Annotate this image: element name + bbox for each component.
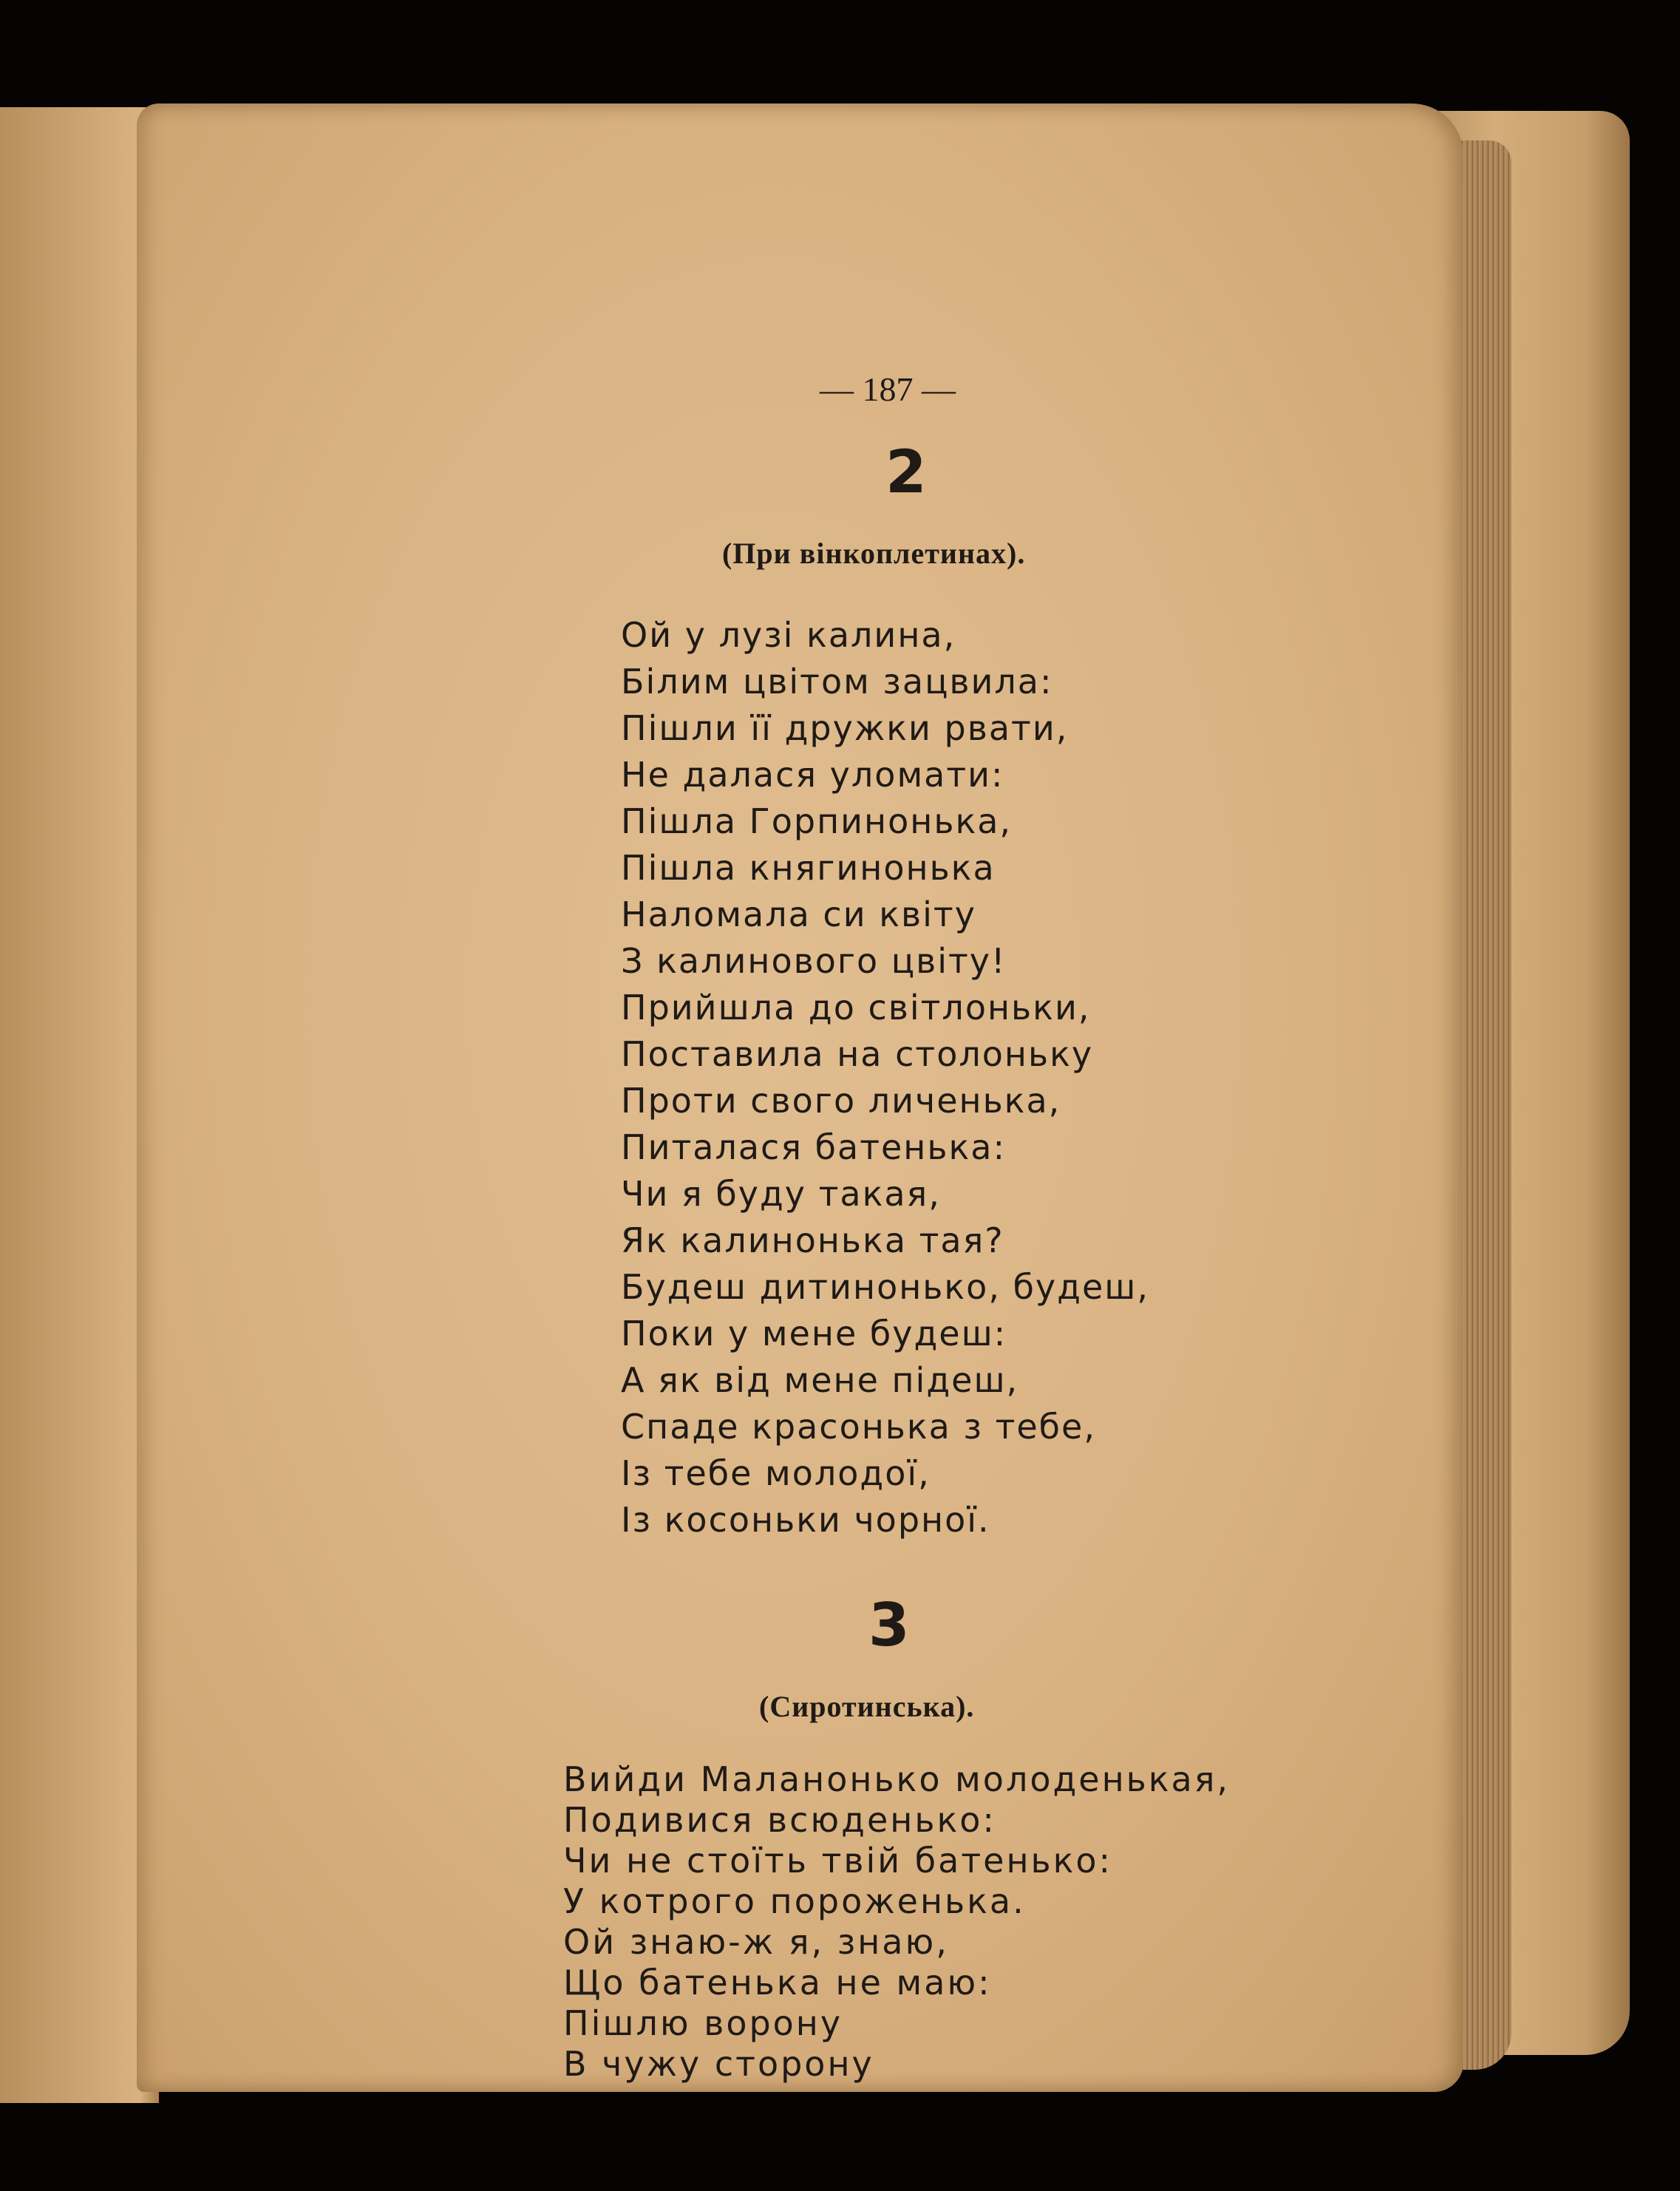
book-page xyxy=(137,103,1463,2092)
lyric-line: Наломала си квіту xyxy=(621,894,976,934)
lyric-line: Питалася батенька: xyxy=(621,1127,1006,1167)
lyric-line: Чи не стоїть твій батенько: xyxy=(563,1841,1113,1881)
lyric-line: Ой знаю-ж я, знаю, xyxy=(563,1922,949,1962)
lyric-line: Ой у лузі калина, xyxy=(621,615,956,655)
lyric-line: Із косоньки чорної. xyxy=(621,1500,990,1540)
lyric-line: Поставила на столоньку xyxy=(621,1034,1094,1074)
lyric-line: Пішлю ворону xyxy=(563,2003,843,2043)
lyric-line: Чи я буду такая, xyxy=(621,1174,941,1214)
left-page-edge xyxy=(0,107,159,2103)
lyric-line: Спаде красонька з тебе, xyxy=(621,1407,1096,1447)
lyric-line: Прийшла до світлоньки, xyxy=(621,988,1091,1027)
song-2-number: 2 xyxy=(885,438,927,506)
lyric-line: Будеш дитинонько, будеш, xyxy=(621,1267,1149,1307)
lyric-line: Подивися всюденько: xyxy=(563,1800,996,1840)
lyric-line: Як калинонька тая? xyxy=(621,1220,1004,1260)
lyric-line: Вийди Маланонько молоденькая, xyxy=(563,1759,1231,1799)
lyric-line: Поки у мене будеш: xyxy=(621,1314,1007,1353)
lyric-line: Пішла Горпинонька, xyxy=(621,801,1013,841)
page-number: — 187 — xyxy=(820,370,956,408)
song-2-subtitle: (При вінкоплетинах). xyxy=(722,537,1026,570)
lyric-line: Що батенька не маю: xyxy=(563,1963,992,2003)
lyric-line: Білим цвітом зацвила: xyxy=(621,662,1053,702)
song-3-subtitle: (Сиротинська). xyxy=(759,1690,975,1723)
song-3-number: 3 xyxy=(868,1591,910,1660)
lyric-line: Проти свого личенька, xyxy=(621,1081,1061,1121)
lyric-line: Пішли її дружки рвати, xyxy=(621,708,1069,748)
song-3-lyrics xyxy=(563,1759,1230,2085)
lyric-line: В чужу сторону xyxy=(563,2044,874,2084)
lyric-line: У котрого пороженька. xyxy=(563,1881,1026,1921)
lyric-line: З калинового цвіту! xyxy=(621,941,1007,981)
lyric-line: Не далася уломати: xyxy=(621,755,1004,795)
lyric-line: А як від мене підеш, xyxy=(621,1360,1019,1400)
lyric-line: Пішла княгинонька xyxy=(621,848,996,888)
song-2-lyrics xyxy=(621,612,1149,1543)
lyric-line: Із тебе молодої, xyxy=(621,1453,931,1493)
